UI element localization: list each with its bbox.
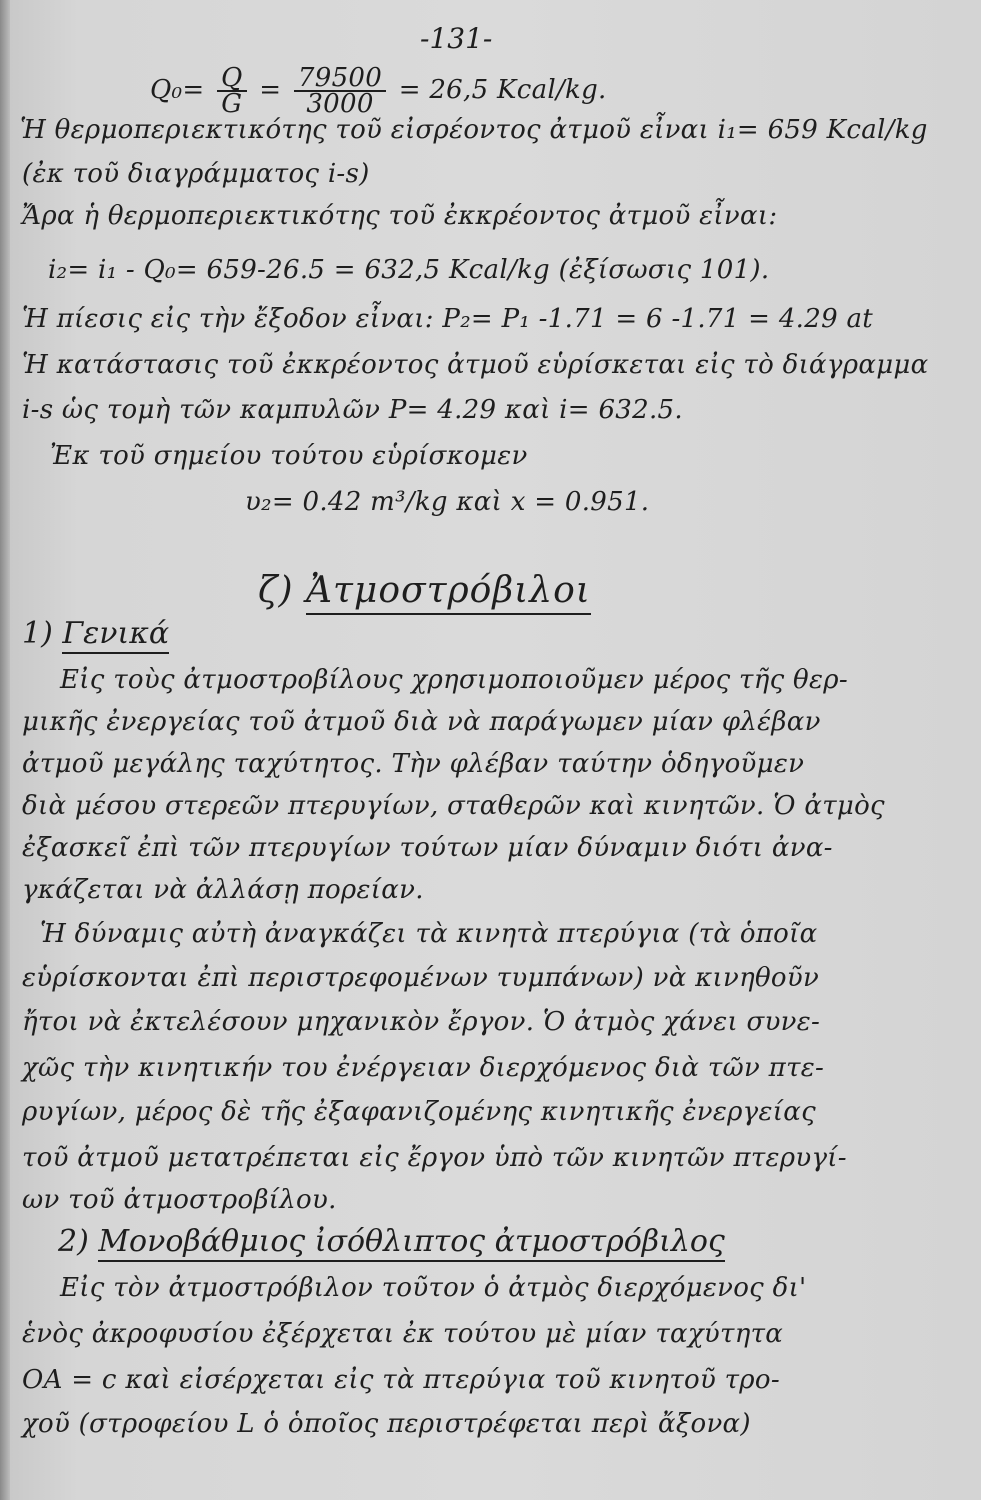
text-line: Ἡ θερμοπεριεκτικότης τοῦ εἰσρέοντος ἀτμοῦ εἶναι i₁= 659 Kcal/kg bbox=[20, 115, 928, 145]
text-line: Εἰς τὸν ἀτμοστρόβιλον τοῦτον ὁ ἀτμὸς διερχόμενος δι' bbox=[60, 1273, 807, 1303]
text-line: χοῦ (στροφείου L ὁ ὁποῖος περιστρέφεται περὶ ἄξονα) bbox=[22, 1409, 751, 1439]
text-line: Ἡ πίεσις εἰς τὴν ἔξοδον εἶναι: P₂= P₁ -1.71 = 6 -1.71 = 4.29 at bbox=[22, 304, 874, 334]
text-line: i-s ὡς τομὴ τῶν καμπυλῶν P= 4.29 καὶ i= 632.5. bbox=[22, 395, 683, 425]
text-line: i₂= i₁ - Q₀= 659-26.5 = 632,5 Kcal/kg (ἐξίσωσις 101). bbox=[48, 255, 770, 285]
fraction-values bbox=[294, 63, 386, 119]
text-line: γκάζεται νὰ ἀλλάσῃ πορείαν. bbox=[22, 875, 424, 905]
text-line: (ἐκ τοῦ διαγράμματος i-s) bbox=[22, 159, 370, 189]
section-letter: ζ) bbox=[258, 570, 294, 611]
text-line: εὑρίσκονται ἐπὶ περιστρεφομένων τυμπάνων) νὰ κινηθοῦν bbox=[22, 963, 820, 993]
text-line: ἀτμοῦ μεγάλης ταχύτητος. Τὴν φλέβαν ταύτην ὁδηγοῦμεν bbox=[22, 749, 805, 779]
text-line: ων τοῦ ἀτμοστροβίλου. bbox=[22, 1185, 337, 1215]
subheading-general bbox=[22, 616, 169, 651]
text-line: ἑνὸς ἀκροφυσίου ἐξέρχεται ἐκ τούτου μὲ μίαν ταχύτητα bbox=[22, 1319, 784, 1349]
subheading-title: Μονοβάθμιος ἰσόθλιπτος ἀτμοστρόβιλος bbox=[98, 1224, 724, 1262]
section-heading bbox=[258, 570, 591, 611]
text-line: τοῦ ἀτμοῦ μετατρέπεται εἰς ἔργον ὑπὸ τῶν κινητῶν πτερυγί- bbox=[22, 1143, 847, 1173]
binding-edge bbox=[0, 0, 10, 1500]
fraction-numerator: 79500 bbox=[294, 66, 386, 92]
text-line: Ἐκ τοῦ σημείου τούτου εὑρίσκομεν bbox=[50, 441, 528, 471]
text-line: μικῆς ἐνεργείας τοῦ ἀτμοῦ διὰ νὰ παράγωμεν μίαν φλέβαν bbox=[22, 707, 821, 737]
page-number: -131- bbox=[420, 22, 493, 55]
text-line: ἐξασκεῖ ἐπὶ τῶν πτερυγίων τούτων μίαν δύναμιν διότι ἀνα- bbox=[22, 833, 833, 863]
subheading-number: 2) bbox=[58, 1224, 89, 1259]
subheading-number: 1) bbox=[22, 616, 53, 651]
fraction-denominator: 3000 bbox=[306, 89, 374, 119]
formula-q0-eq: = bbox=[259, 75, 282, 105]
subheading-single-stage-turbine bbox=[58, 1224, 725, 1259]
formula-q0 bbox=[150, 63, 607, 119]
text-line: Ἄρα ἡ θερμοπεριεκτικότης τοῦ ἐκκρέοντος ἀτμοῦ εἶναι: bbox=[22, 201, 778, 231]
text-line: Εἰς τοὺς ἀτμοστροβίλους χρησιμοποιοῦμεν μέρος τῆς θερ- bbox=[60, 665, 848, 695]
section-title: Ἀτμοστρόβιλοι bbox=[306, 570, 591, 615]
text-line: χῶς τὴν κινητικήν του ἐνέργειαν διερχόμενος διὰ τῶν πτε- bbox=[22, 1053, 825, 1083]
text-line: ἤτοι νὰ ἐκτελέσουν μηχανικὸν ἔργον. Ὁ ἀτμὸς χάνει συνε- bbox=[22, 1007, 821, 1037]
fraction-numerator: Q bbox=[217, 66, 247, 92]
formula-q0-result: = 26,5 Kcal/kg. bbox=[398, 75, 607, 105]
text-line: Ἡ κατάστασις τοῦ ἐκκρέοντος ἀτμοῦ εὑρίσκεται εἰς τὸ διάγραμμα bbox=[22, 350, 929, 380]
fraction-denominator: G bbox=[221, 89, 243, 119]
text-line: ρυγίων, μέρος δὲ τῆς ἐξαφανιζομένης κινητικῆς ἐνεργείας bbox=[22, 1097, 816, 1127]
subheading-title: Γενικά bbox=[62, 616, 169, 654]
text-line: υ₂= 0.42 m³/kg καὶ x = 0.951. bbox=[245, 487, 650, 517]
text-line: διὰ μέσου στερεῶν πτερυγίων, σταθερῶν καὶ κινητῶν. Ὁ ἀτμὸς bbox=[22, 791, 885, 821]
text-line: ΟΑ = c καὶ εἰσέρχεται εἰς τὰ πτερύγια τοῦ κινητοῦ τρο- bbox=[22, 1365, 780, 1395]
formula-q0-lhs: Q₀= bbox=[150, 75, 205, 105]
text-line: Ἡ δύναμις αὐτὴ ἀναγκάζει τὰ κινητὰ πτερύγια (τὰ ὁποῖα bbox=[40, 919, 818, 949]
fraction-q-over-g bbox=[217, 63, 247, 119]
